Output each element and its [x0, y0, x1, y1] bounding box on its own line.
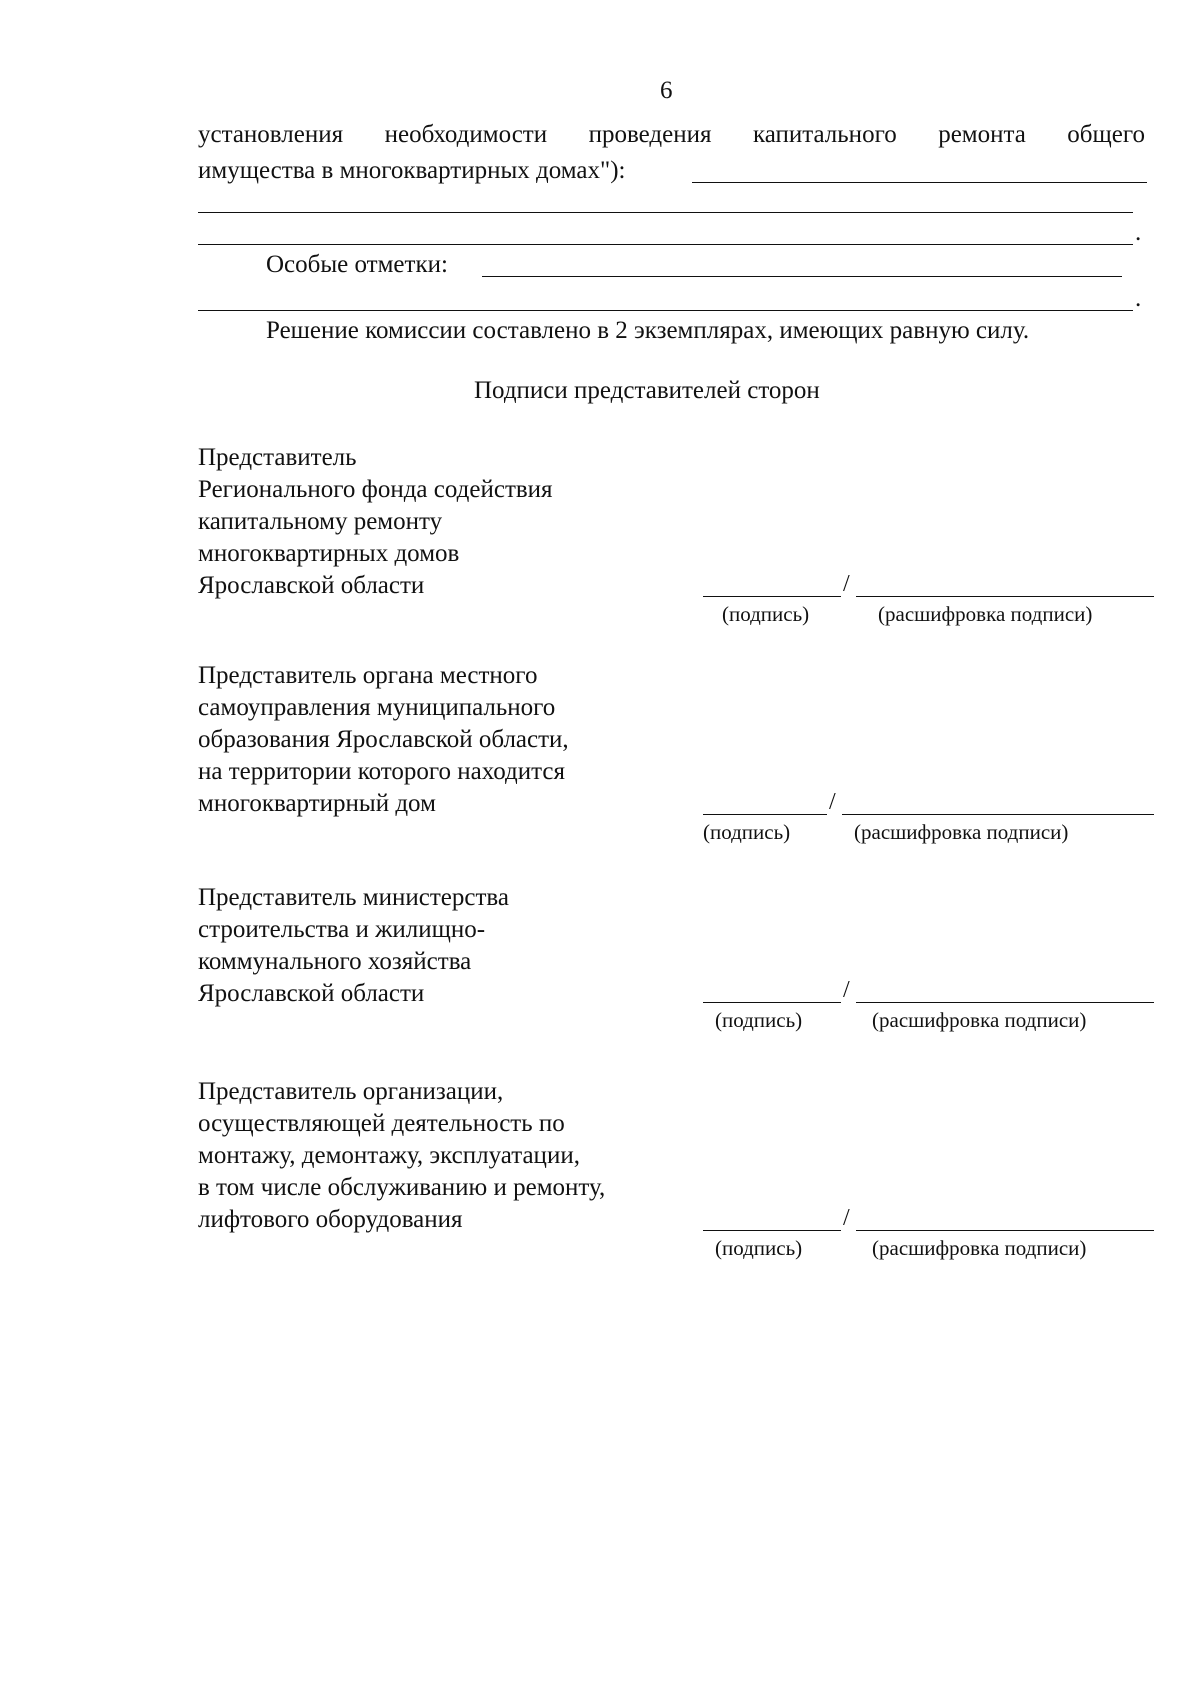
- representative-line: капитальному ремонту: [198, 508, 443, 535]
- slash-separator: /: [843, 977, 850, 1003]
- intro-line-1: [198, 120, 1145, 150]
- representative-line: многоквартирный дом: [198, 790, 436, 817]
- signature-decoding-line[interactable]: [856, 1230, 1154, 1231]
- representative-line: в том числе обслуживанию и ремонту,: [198, 1174, 606, 1201]
- representative-block-4: [198, 1076, 605, 1236]
- page-number: 6: [660, 77, 673, 104]
- fill-line: [198, 244, 1133, 245]
- decoding-caption: (расшифровка подписи): [878, 602, 1093, 626]
- signature-line[interactable]: [703, 1230, 841, 1231]
- representative-line: Представитель организации,: [198, 1078, 504, 1105]
- fill-line: [692, 182, 1147, 183]
- intro-word: необходимости: [384, 121, 548, 148]
- intro-line-2: имущества в многоквартирных домах"):: [198, 157, 626, 184]
- representative-block-3: [198, 882, 509, 1010]
- intro-word: капитального: [752, 121, 897, 148]
- intro-word: установления: [198, 121, 344, 148]
- representative-line: Представитель органа местного: [198, 662, 538, 689]
- decision-text: Решение комиссии составлено в 2 экземплярах, имеющих равную силу.: [266, 317, 1030, 344]
- intro-word: общего: [1067, 121, 1145, 148]
- slash-separator: /: [843, 571, 850, 597]
- representative-line: на территории которого находится: [198, 758, 565, 785]
- representative-line: Представитель министерства: [198, 884, 509, 911]
- intro-word: ремонта: [938, 121, 1026, 148]
- signature-decoding-line[interactable]: [842, 814, 1154, 815]
- representative-block-2: [198, 660, 569, 820]
- representative-line: лифтового оборудования: [198, 1206, 463, 1233]
- representative-line: самоуправления муниципального: [198, 694, 556, 721]
- representative-line: Регионального фонда содействия: [198, 476, 553, 503]
- signature-decoding-line[interactable]: [856, 1002, 1154, 1003]
- representative-line: строительства и жилищно-: [198, 916, 486, 943]
- period: .: [1135, 285, 1142, 312]
- signature-caption: (подпись): [722, 602, 810, 626]
- signature-caption: (подпись): [703, 820, 791, 844]
- representative-block-1: [198, 442, 553, 602]
- decoding-caption: (расшифровка подписи): [872, 1236, 1087, 1260]
- signature-decoding-line[interactable]: [856, 596, 1154, 597]
- signature-line[interactable]: [703, 1002, 841, 1003]
- representative-line: Ярославской области: [198, 980, 425, 1007]
- signature-line[interactable]: [703, 814, 827, 815]
- representative-line: Ярославской области: [198, 572, 425, 599]
- fill-line: [198, 212, 1133, 213]
- signature-caption: (подпись): [715, 1008, 803, 1032]
- signatures-heading: Подписи представителей сторон: [474, 377, 820, 404]
- signature-caption: (подпись): [715, 1236, 803, 1260]
- slash-separator: /: [829, 789, 836, 815]
- decoding-caption: (расшифровка подписи): [872, 1008, 1087, 1032]
- period: .: [1135, 219, 1142, 246]
- representative-line: образования Ярославской области,: [198, 726, 569, 753]
- special-notes-label: Особые отметки:: [266, 251, 448, 278]
- signature-line[interactable]: [703, 596, 841, 597]
- fill-line: [198, 310, 1133, 311]
- intro-word: проведения: [588, 121, 712, 148]
- slash-separator: /: [843, 1205, 850, 1231]
- decoding-caption: (расшифровка подписи): [854, 820, 1069, 844]
- representative-line: коммунального хозяйства: [198, 948, 472, 975]
- representative-line: многоквартирных домов: [198, 540, 460, 567]
- special-notes-field[interactable]: [482, 276, 1122, 277]
- representative-line: Представитель: [198, 444, 357, 471]
- representative-line: осуществляющей деятельность по: [198, 1110, 565, 1137]
- representative-line: монтажу, демонтажу, эксплуатации,: [198, 1142, 580, 1169]
